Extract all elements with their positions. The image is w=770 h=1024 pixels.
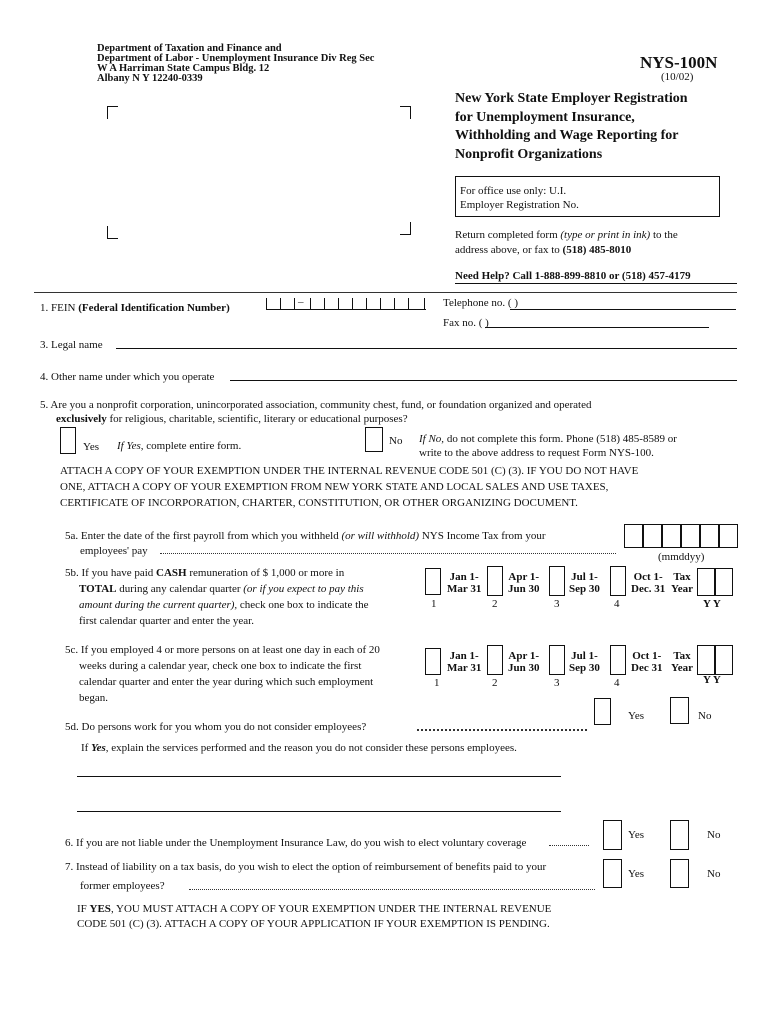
- tax-year-digit-box[interactable]: [697, 568, 715, 596]
- q6-no-label: No: [707, 829, 721, 841]
- office-use-box: [455, 176, 720, 217]
- first-payroll-date-input[interactable]: [624, 524, 738, 548]
- mailing-address: [97, 44, 374, 84]
- help-underline: [455, 283, 737, 284]
- q5-no-note: If No, do not complete this form. Phone (518) 485-8589 or: [419, 433, 677, 445]
- quarter-3-label: Jul 1- Sep 30: [569, 571, 600, 595]
- tax-year-digit-box[interactable]: [715, 568, 733, 596]
- quarter-2-checkbox[interactable]: [487, 566, 503, 596]
- q5-no-label: No: [389, 435, 403, 447]
- date-digit-box[interactable]: [681, 524, 700, 548]
- title-line: Nonprofit Organizations: [455, 146, 603, 162]
- q6-yes-label: Yes: [628, 829, 645, 841]
- date-digit-box[interactable]: [662, 524, 681, 548]
- fein-cell-divider: [366, 298, 367, 310]
- quarter-number: 3: [554, 677, 560, 689]
- leader-dots: [189, 889, 595, 890]
- q7-question-cont: former employees?: [80, 880, 165, 892]
- quarter-number: 3: [554, 598, 560, 610]
- form-date: (10/02): [661, 71, 694, 83]
- date-digit-box[interactable]: [700, 524, 719, 548]
- telephone-label: Telephone no. ( ): [443, 297, 518, 309]
- leader-dots: [417, 729, 587, 731]
- q5-question-cont: exclusively for religious, charitable, scientific, literary or educational purposes?: [56, 413, 408, 425]
- quarter-1-label: Jan 1- Mar 31: [447, 571, 482, 595]
- date-digit-box[interactable]: [643, 524, 662, 548]
- q7-yes-label: Yes: [628, 868, 645, 880]
- exemption-attach-note: IF YES, YOU MUST ATTACH A COPY OF YOUR EXEMPTION UNDER THE INTERNAL REVENUE CODE 501 (C) (3). ATTACH A COPY OF YOUR APPLICATION IF YOUR EXEMPTION IS PENDING.: [77, 903, 552, 930]
- q5-yes-label: Yes: [83, 441, 100, 453]
- quarter-number: 1: [434, 677, 440, 689]
- q6-no-checkbox[interactable]: [670, 820, 689, 850]
- q5d-question: 5d. Do persons work for you whom you do not consider employees?: [65, 721, 367, 733]
- quarter-4-checkbox[interactable]: [610, 566, 626, 596]
- fax-input[interactable]: [485, 327, 709, 328]
- quarter-number: 1: [431, 598, 437, 610]
- quarter-number: 2: [492, 677, 498, 689]
- quarter-number: 4: [614, 598, 620, 610]
- other-name-label: 4. Other name under which you operate: [40, 371, 215, 383]
- window-corner-mark: [400, 106, 411, 119]
- attach-line: CERTIFICATE OF INCORPORATION, CHARTER, CONSTITUTION, OR OTHER ORGANIZING DOCUMENT.: [60, 497, 578, 509]
- quarter-number: 2: [492, 598, 498, 610]
- tax-year-hint: Y Y: [703, 598, 721, 610]
- q5d-no-checkbox[interactable]: [670, 697, 689, 724]
- office-use-label: For office use only: U.I.: [460, 185, 567, 197]
- q5d-yes-label: Yes: [628, 710, 645, 722]
- telephone-input[interactable]: [510, 309, 736, 310]
- quarter-3-checkbox[interactable]: [549, 566, 565, 596]
- legal-name-input[interactable]: [116, 348, 737, 349]
- q5-yes-note: If Yes, complete entire form.: [117, 440, 242, 452]
- attach-line: ATTACH A COPY OF YOUR EXEMPTION UNDER THE INTERNAL REVENUE CODE 501 (C) (3). IF YOU DO NOT HAVE: [60, 465, 639, 477]
- q6-yes-checkbox[interactable]: [603, 820, 622, 850]
- return-instructions: Return completed form (type or print in ink) to the: [455, 229, 678, 241]
- address-line: Albany N Y 12240-0339: [97, 73, 203, 84]
- q7-no-checkbox[interactable]: [670, 859, 689, 888]
- legal-name-label: 3. Legal name: [40, 339, 103, 351]
- fein-cell-divider: [324, 298, 325, 310]
- q7-question: 7. Instead of liability on a tax basis, do you wish to elect the option of reimbursement of benefits paid to your: [65, 861, 547, 873]
- form-id: NYS-100N: [640, 53, 718, 72]
- q5d-explain-prompt: If Yes, explain the services performed and the reason you do not consider these persons employees.: [81, 742, 517, 754]
- quarter-1-checkbox[interactable]: [425, 648, 441, 675]
- address-line: Department of Labor - Unemployment Insurance Div Reg Sec: [97, 53, 375, 64]
- q5a-question: 5a. Enter the date of the first payroll from which you withheld (or will withhold) NYS Income Tax from your: [65, 530, 546, 542]
- form-title: [455, 90, 688, 164]
- q5-yes-checkbox[interactable]: [60, 427, 76, 454]
- fein-cell-divider: [280, 298, 281, 310]
- office-use-label: Employer Registration No.: [460, 199, 579, 211]
- quarter-4-label: Oct 1- Dec. 31: [631, 571, 666, 595]
- q5d-explanation-input[interactable]: [77, 811, 561, 812]
- quarter-3-label: Jul 1- Sep 30: [569, 650, 600, 674]
- q5-no-note-cont: write to the above address to request Form NYS-100.: [419, 447, 654, 459]
- quarter-2-label: Apr 1- Jun 30: [508, 650, 540, 674]
- other-name-input[interactable]: [230, 380, 737, 381]
- q5c-question: 5c. If you employed 4 or more persons on at least one day in each of 20 weeks during a calendar year, check one box to indicate the first calendar quarter and enter the year during which such employment began.: [65, 644, 380, 704]
- quarter-1-label: Jan 1- Mar 31: [447, 650, 482, 674]
- section-divider: [34, 292, 737, 293]
- title-line: Withholding and Wage Reporting for: [455, 128, 679, 143]
- fein-cell-divider: [380, 298, 381, 310]
- window-corner-mark: [400, 222, 411, 235]
- help-line: Need Help? Call 1-888-899-8810 or (518) 457-4179: [455, 270, 691, 282]
- date-digit-box[interactable]: [624, 524, 643, 548]
- fax-label: Fax no. ( ): [443, 317, 489, 329]
- window-corner-mark: [107, 106, 118, 119]
- q5-no-checkbox[interactable]: [365, 427, 383, 452]
- fein-cell-divider: [352, 298, 353, 310]
- tax-year-digit-box[interactable]: [697, 645, 715, 675]
- address-line: W A Harriman State Campus Bldg. 12: [97, 63, 270, 74]
- q5-attach-instructions: [60, 463, 638, 511]
- fein-cell-divider: [408, 298, 409, 310]
- quarter-4-checkbox[interactable]: [610, 645, 626, 675]
- quarter-2-label: Apr 1- Jun 30: [508, 571, 540, 595]
- title-line: New York State Employer Registration: [455, 91, 688, 106]
- leader-dots: [549, 845, 589, 846]
- tax-year-digit-box[interactable]: [715, 645, 733, 675]
- fein-cell-divider: [394, 298, 395, 310]
- tax-year-label: Tax Year: [671, 650, 693, 674]
- fein-cell-divider: [294, 298, 295, 310]
- fein-input[interactable]: [266, 309, 426, 310]
- fein-dash: –: [298, 296, 304, 308]
- quarter-3-checkbox[interactable]: [549, 645, 565, 675]
- q5d-yes-checkbox[interactable]: [594, 698, 611, 725]
- window-corner-mark: [107, 226, 118, 239]
- fein-cell-divider: [266, 298, 267, 310]
- q5d-explanation-input[interactable]: [77, 776, 561, 777]
- q7-no-label: No: [707, 868, 721, 880]
- attach-line: ONE, ATTACH A COPY OF YOUR EXEMPTION FROM NEW YORK STATE AND LOCAL SALES AND USE TAXES,: [60, 481, 609, 493]
- fein-cell-divider: [310, 298, 311, 310]
- tax-year-label: Tax Year: [671, 571, 693, 595]
- quarter-1-checkbox[interactable]: [425, 568, 441, 595]
- return-fax: address above, or fax to (518) 485-8010: [455, 244, 632, 256]
- q5b-question: 5b. If you have paid CASH remuneration of $ 1,000 or more in TOTAL during any calendar quarter (or if you expect to pay this amount during the current quarter), check one box to indicate the first calendar quarter and enter the year.: [65, 567, 369, 627]
- address-line: Department of Taxation and Finance and: [97, 43, 282, 54]
- quarter-4-label: Oct 1- Dec 31: [631, 650, 663, 674]
- q6-question: 6. If you are not liable under the Unemployment Insurance Law, do you wish to elect voluntary coverage: [65, 837, 527, 849]
- date-digit-box[interactable]: [719, 524, 738, 548]
- fein-cell-divider: [338, 298, 339, 310]
- q7-yes-checkbox[interactable]: [603, 859, 622, 888]
- quarter-2-checkbox[interactable]: [487, 645, 503, 675]
- fein-label: 1. FEIN (Federal Identification Number): [40, 302, 230, 314]
- date-format-hint: (mmddyy): [658, 551, 705, 563]
- q5d-no-label: No: [698, 710, 712, 722]
- tax-year-hint: Y Y: [703, 674, 721, 686]
- quarter-number: 4: [614, 677, 620, 689]
- leader-dots: [160, 553, 616, 554]
- q5a-question-cont: employees' pay: [80, 545, 148, 557]
- q5-question: 5. Are you a nonprofit corporation, unincorporated association, community chest, fund, or foundation organized and operated: [40, 399, 592, 411]
- title-line: for Unemployment Insurance,: [455, 109, 635, 125]
- fein-cell-divider: [424, 298, 425, 310]
